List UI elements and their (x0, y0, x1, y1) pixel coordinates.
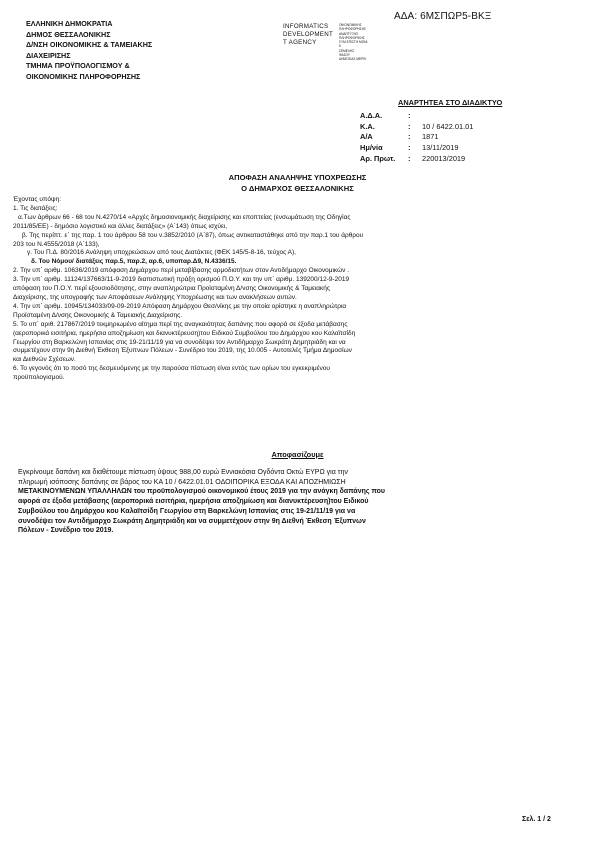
post-online-title: ΑΝΑΡΤΗΤΕΑ ΣΤΟ ΔΙΑΔΙΚΤΥΟ (398, 98, 503, 107)
issuer-line: ΔΙΑΧΕΙΡΙΣΗΣ (26, 50, 71, 60)
logo-text: DEVELOPMENT (283, 30, 334, 38)
meta-row-date (360, 143, 473, 154)
body-line: 5. Το υπ΄ αριθ. 217867/2019 τεκμηριωμένο αίτημα περί της αναγκαιότητας δαπάνης που αφορά σε έξοδα μετάβασης (13, 320, 348, 328)
body-line: Γεωργίου στη Βαρκελώνη Ισπανίας στις 19-21/11/19 για να συνοδέψει τον Αντιδήμαρχο Σωκράτη Δημητριάδη και να (13, 338, 346, 346)
body-line: 203 του Ν.4555/2018 (Α΄133), (13, 240, 100, 248)
body-line: 2011/85/ΕΕ) - δημόσιο λογιστικό και άλλες διατάξεις» (Α΄143) όπως ισχύει, (13, 222, 228, 230)
meta-row-aa (360, 132, 473, 143)
meta-value: 1871 (422, 132, 439, 142)
meta-colon: : (408, 121, 411, 131)
ada-code: ΑΔΑ: 6ΜΣΠΩΡ5-ΒΚΞ (394, 11, 492, 22)
page-number: Σελ. 1 / 2 (522, 816, 551, 823)
decision-title (0, 173, 595, 194)
issuer-block (26, 19, 152, 82)
meta-row-ka (360, 122, 473, 133)
logo-small-text: ΣΕΜΕΛΗΣ (339, 48, 355, 53)
issuer-line: ΔΗΜΟΣ ΘΕΣΣΑΛΟΝΙΚΗΣ (26, 29, 111, 39)
decision-title-line: ΑΠΟΦΑΣΗ ΑΝΑΛΗΨΗΣ ΥΠΟΧΡΕΩΣΗΣ (228, 173, 367, 182)
meta-label: Ημ/νία (360, 143, 383, 153)
body-line: Διαχείρισης, της υπογραφής των Αποφάσεων Ανάληψης Υποχρέωσης και των ανακλήσεων αυτών. (13, 293, 297, 301)
logo-small-text: ΟΙΚΟΝΟΜΙΚΗΣ (339, 23, 362, 27)
issuer-line: ΕΛΛΗΝΙΚΗ ΔΗΜΟΚΡΑΤΙΑ (26, 19, 113, 28)
meta-colon: : (408, 111, 411, 120)
logo-text: INFORMATICS (283, 23, 329, 30)
meta-label: Α.Δ.Α. (360, 111, 383, 120)
meta-label: Α/Α (360, 132, 373, 142)
meta-value: 10 / 6422.01.01 (422, 121, 474, 131)
body-line: α.Των άρθρων 66 - 68 του Ν.4270/14 «Αρχές δημοσιονομικής διαχείρισης και εποπτείας (ενσωμάτωση της Οδηγίας (18, 213, 351, 221)
logo-small-text: ΣΥΜ ΕΠΙΣΤΗ ΜΟΝΙ Κ (339, 40, 368, 49)
meta-label: Κ.Α. (360, 121, 375, 131)
metadata-table (360, 111, 473, 165)
logo-text: T AGENCY (283, 38, 317, 46)
body-line: Έχοντας υπόψη: (13, 196, 62, 203)
body-line: και Διεθνών Σχέσεων. (13, 356, 76, 364)
meta-colon: : (408, 132, 411, 142)
decision-line: Πόλεων - Συνέδριο του 2019. (18, 527, 114, 535)
body-line: 3. Την υπ΄ αριθμ. 11124/137663/11-9-2019 διαπιστωτική πράξη ορισμού Π.Ο.Υ. και την υπ΄ αριθμ. 139200/12-9-2019 (13, 276, 350, 284)
body-line: γ. Του Π.Δ. 80/2016 Ανάληψη υποχρεώσεων από τους Διατάκτες (ΦΕΚ 145/5-8-16, τεύχος Α), (27, 249, 296, 257)
meta-colon: : (408, 143, 411, 153)
logo-small-text: ΠΛΗΡΟΦΟΡΙΚΗΣ (339, 35, 365, 40)
body-line: 4. Την υπ΄ αριθμ. 10945/134033/09-09-2019 Απόφαση Δημάρχου Θεσ/νίκης με την οποία ορίστηκε η αναπληρώτρια (13, 302, 347, 310)
body-line: προϋπολογισμού. (13, 374, 65, 382)
decision-paragraph (18, 468, 563, 536)
body-line: συμμετέχουν στην 9η Διεθνή Έκθεση Έξυπνων Πόλεων - Συνέδριο του 2019, της 10.005 - Αυτοτελές Τμήμα Δημοσίων (13, 347, 352, 355)
meta-row-protocol (360, 154, 473, 165)
decision-line: αφορά σε έξοδα μετάβασης (αεροπορικά εισιτήρια, ημερήσια αποζημίωση και διανυκτέρευση)του Ειδικού (18, 498, 369, 506)
meta-value: 220013/2019 (422, 153, 466, 163)
decision-line: συνοδέψει τον Αντιδήμαρχο Σωκράτη Δημητριάδη και να συμμετέχουν στην 9η Διεθνή Έκθεση Έξυπνων (18, 517, 366, 525)
decide-heading: Αποφασίζουμε (271, 450, 324, 459)
informatics-agency-logo (283, 23, 368, 62)
logo-small-text: ΠΛΗΡΟΦΟΡΗΣΗΣ (339, 27, 367, 32)
meta-value: 13/11/2019 (422, 143, 459, 153)
body-line: 2. Την υπ΄ αριθμ. 10636/2019 απόφαση Δημάρχου περί μεταβίβασης αρμοδιοτήτων στον Αντιδήμαρχο Οικονομικών . (13, 267, 350, 275)
logo-small-text: ΔΗΜΟΣΙΑΣ ΜΕΡΙΚ (339, 57, 367, 62)
decision-line: ΜΕΤΑΚΙΝΟΥΜΕΝΩΝ ΥΠΑΛΛΗΛΩΝ του προϋπολογισμού οικονομικού έτους 2019 για την ανάγκη δαπάνης που (18, 488, 385, 496)
meta-label: Αρ. Πρωτ. (360, 153, 396, 163)
decision-line: Συμβούλου του Δημάρχου κου Καλαϊτσίδη Γεωργίου στη Βαρκελώνη Ισπανίας στις 19-21/11/19 για να (18, 507, 356, 515)
meta-row-ada (360, 111, 473, 122)
body-line: β. Της περίπτ. ε΄ της παρ. 1 του άρθρου 58 του ν.3852/2010 (Α΄87), όπως αντικαταστάθηκε από την παρ.1 του άρθρου (22, 231, 364, 239)
decision-line: Εγκρίνουμε δαπάνη και διαθέτουμε πίστωση ύψους 988,00 ευρώ Εννιακόσια Ογδόντα Οκτώ ΕΥΡΩ για την (18, 469, 348, 476)
decision-title-line: Ο ΔΗΜΑΡΧΟΣ ΘΕΣΣΑΛΟΝΙΚΗΣ (241, 183, 354, 193)
body-line: Προϊσταμένη Δ/νσης Οικονομικής & Ταμειακής Διαχείρισης. (13, 311, 183, 319)
body-line: (αεροπορικά εισιτήρια, ημερήσια αποζημίωση και διανυκτέρευση)του Ειδικού Συμβούλου του Δημάρχου κου Καλαϊτσίδη (13, 329, 356, 337)
logo-small-text: ΦΑΣΟΥ (339, 53, 351, 58)
body-line: 6. Το γεγονός ότι το ποσό της δεσμευόμενης με την παρούσα πίστωση είναι εντός των ορίων του εγκεκριμένου (13, 365, 330, 373)
issuer-line: Δ/ΝΣΗ ΟΙΚΟΝΟΜΙΚΗΣ & ΤΑΜΕΙΑΚΗΣ (26, 40, 153, 49)
body-line: απόφαση του Π.Ο.Υ. περί εξουσιοδότησης, στην αναπληρώτρια Προϊσταμένη Δ/νσης Οικονομικής & Ταμειακής (13, 285, 331, 293)
decision-line: πληρωμή ισόποσης δαπάνης σε βάρος του ΚΑ 10 / 6422.01.01 ΟΔΟΙΠΟΡΙΚΑ ΕΞΟΔΑ ΚΑΙ ΑΠΟΖΗΜΙΩΣΗ (18, 478, 346, 486)
considerations-block (13, 196, 553, 383)
issuer-line: ΟΙΚΟΝΟΜΙΚΗΣ ΠΛΗΡΟΦΟΡΗΣΗΣ (26, 71, 141, 81)
issuer-line: ΤΜΗΜΑ ΠΡΟΫΠΟΛΟΓΙΣΜΟΥ & (26, 61, 130, 70)
logo-small-text: ΑΝΑΠΤΥΞΗΣ (339, 31, 359, 36)
body-line: δ. Του Νόμου/ διατάξεις παρ.5, παρ.2, αρ.6, υποπαρ.Δ9, Ν.4336/15. (31, 258, 237, 266)
meta-colon: : (408, 153, 411, 163)
body-line: 1. Τις διατάξεις: (13, 204, 58, 212)
